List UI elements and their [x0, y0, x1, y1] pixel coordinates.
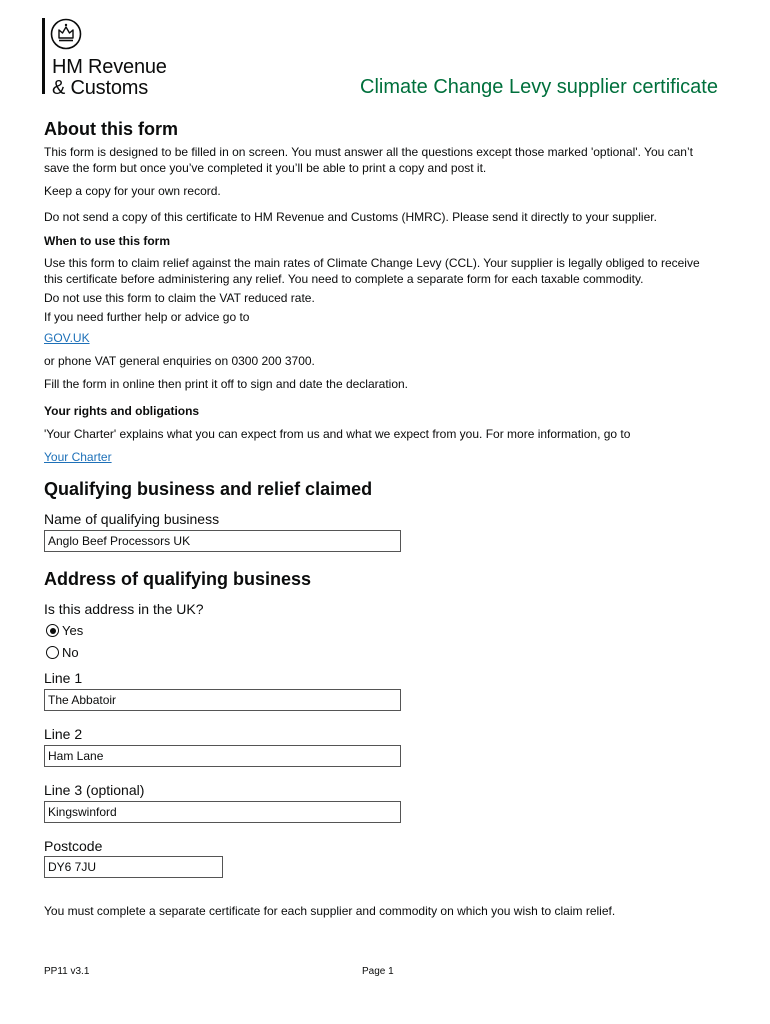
radio-option-yes[interactable] [46, 623, 83, 638]
form-reference: PP11 v3.1 [44, 966, 90, 977]
business-name-label: Name of qualifying business [44, 511, 220, 527]
uk-address-question: Is this address in the UK? [44, 601, 204, 617]
form-title: Climate Change Levy supplier certificate [360, 76, 718, 98]
your-charter-link[interactable]: Your Charter [44, 450, 112, 464]
radio-option-no[interactable] [46, 645, 79, 660]
when-para5: Fill the form in online then print it off to sign and date the declaration. [44, 377, 408, 391]
page-number: Page 1 [362, 966, 394, 977]
radio-no-label: No [62, 645, 79, 660]
about-para3: Do not send a copy of this certificate to HM Revenue and Customs (HMRC). Please send it directly to your supplier. [44, 210, 657, 224]
when-para1-line1: Use this form to claim relief against the main rates of Climate Change Levy (CCL). Your supplier is legally obliged to receive [44, 256, 700, 270]
about-para1-line2: save the form but once you’ve completed it you’ll be able to print a copy and post it. [44, 161, 487, 175]
when-para1-line2: this certificate before administering any relief. You need to complete a separate form for each taxable commodity. [44, 272, 644, 286]
separate-certificate-note: You must complete a separate certificate for each supplier and commodity on which you wish to claim relief. [44, 904, 616, 918]
when-para3: If you need further help or advice go to [44, 310, 250, 324]
address-line1-label: Line 1 [44, 670, 83, 686]
royal-crest-icon [50, 18, 82, 50]
address-line2-label: Line 2 [44, 726, 83, 742]
org-name-line1: HM Revenue [52, 56, 167, 78]
address-heading: Address of qualifying business [44, 569, 312, 589]
rights-para: 'Your Charter' explains what you can expect from us and what we expect from you. For more information, go to [44, 427, 631, 441]
about-para2: Keep a copy for your own record. [44, 184, 221, 198]
postcode-field[interactable]: DY6 7JU [44, 856, 223, 878]
radio-no-button[interactable] [46, 646, 59, 659]
govuk-link[interactable]: GOV.UK [44, 331, 90, 345]
when-para2: Do not use this form to claim the VAT reduced rate. [44, 291, 315, 305]
postcode-label: Postcode [44, 838, 103, 854]
address-line3-field[interactable]: Kingswinford [44, 801, 401, 823]
rights-heading: Your rights and obligations [44, 404, 200, 418]
address-line2-field[interactable]: Ham Lane [44, 745, 401, 767]
about-para1-line1: This form is designed to be filled in on screen. You must answer all the questions except those marked 'optional'. You can’t [44, 145, 693, 159]
when-para4: or phone VAT general enquiries on 0300 200 3700. [44, 354, 315, 368]
qualifying-heading: Qualifying business and relief claimed [44, 479, 373, 499]
address-line3-label: Line 3 (optional) [44, 782, 145, 798]
org-name-line2: & Customs [52, 77, 149, 99]
radio-yes-label: Yes [62, 623, 84, 638]
business-name-field[interactable]: Anglo Beef Processors UK [44, 530, 401, 552]
logo-rule [42, 18, 45, 94]
radio-yes-button[interactable] [46, 624, 59, 637]
address-line1-field[interactable]: The Abbatoir [44, 689, 401, 711]
about-heading: About this form [44, 119, 178, 139]
when-heading: When to use this form [44, 234, 170, 248]
